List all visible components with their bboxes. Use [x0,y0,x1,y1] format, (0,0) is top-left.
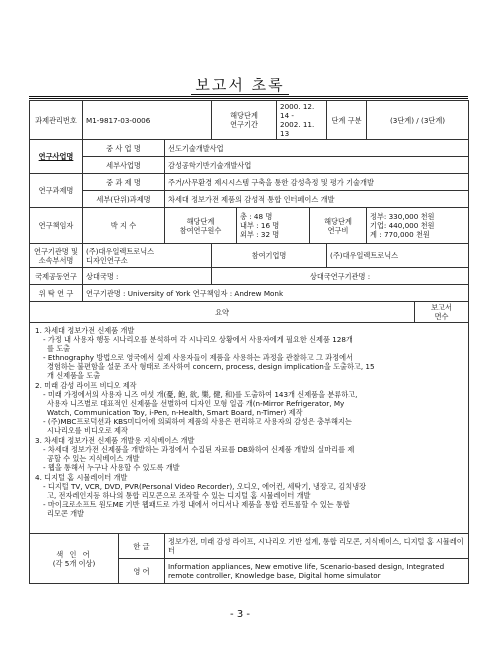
value-intl-partner: 상대국명 : [83,268,212,285]
row-main-task [30,174,469,191]
label-summary: 요약 [30,302,415,323]
summary-line: 개 신제품을 도출 [47,371,101,380]
value-cost: 정부: 330,000 천원 기업: 440,000 천원 계 : 770,000 천원 [367,208,469,244]
row-sub-program [30,157,469,174]
summary-line: Watch, Communication Toy, i-Pen, n-Health, Smart Board, n-Timer) 제작 [47,408,303,417]
summary-line: 고, 전자레인지등 하나의 통합 리모콘으로 조작할 수 있는 디지털 홈 시뮬레이터 개발 [47,491,311,500]
label-participant: 참여기업명 [212,244,327,268]
value-org: (주)대우일렉트로닉스 디자인연구소 [83,244,212,268]
summary-line: - 가정 내 사용자 행동 시나리오를 분석하여 각 시나리오 상황에서 사용자에게 필요한 신제품 128개 [43,335,353,344]
row-main-program [30,140,469,157]
summary-line: - 미래 가정에서의 사용자 니즈 여섯 개(憂, 飽, 欲, 樂, 健, 和)를 도출하여 143개 신제품을 분류하고, [43,390,358,399]
label-keywords-english: 영 어 [119,559,165,584]
summary-line: - Ethnography 방법으로 영국에서 실제 사용자들이 제품을 사용하는 과정을 관찰하고 그 과정에서 [43,353,353,362]
label-keywords: 색 인 어 (각 5개 이상) [30,534,119,584]
row-sub-task [30,191,469,208]
summary-line: 사용자 니즈별로 대표적인 신제품을 선별하여 디자인 모형 일곱 개(n-Mirror Refrigerator, My [47,399,345,408]
summary-line: 2. 미래 감성 라이프 비디오 제작 [35,381,137,390]
label-report-pages: 보고서 면수 [415,302,469,323]
summary-line: - 마이크로소프트 원도ME 기반 웹패드로 가정 내에서 어디서나 제품을 통합 컨트롤할 수 있는 통합 [43,500,350,509]
value-sub-program: 감성공학기반기술개발사업 [165,157,469,174]
value-pi: 박 지 수 [83,208,165,244]
value-stage: (3단계) / (3단계) [367,101,469,140]
label-researchers: 해당단계 참여연구원수 [165,208,237,244]
summary-line: 3. 차세대 정보가전 신제품 개발용 지식베이스 개발 [35,436,195,445]
summary-line: 를 도출 [47,344,71,353]
summary-line: 경험하는 불편함을 설문 조사 형태로 조사하여 concern, process, design implication을 도출하고, 15 [47,362,375,371]
summary-line: 리모콘 개발 [47,509,85,518]
summary-body [30,323,469,534]
summary-line: 공할 수 있는 지식베이스 개발 [47,454,140,463]
label-program-group: 연구사업명 [30,140,83,174]
value-keywords-english: Information appliances, New emotive life, Scenario-based design, Integrated remote controller, Knowledge base, Digital home simulator [165,559,469,584]
value-participant: (주)대우일렉트로닉스 [327,244,469,268]
label-main-task: 중 과 제 명 [83,174,165,191]
row-project-no [30,101,469,140]
summary-line: 4. 디지털 홈 시뮬레이터 개발 [35,473,128,482]
value-researchers: 총 : 48 명 내부 : 16 명 외부 : 32 명 [237,208,310,244]
row-summary [30,323,469,534]
label-pi: 연구책임자 [30,208,83,244]
label-sub-program: 세부사업명 [83,157,165,174]
row-keywords-korean [30,534,469,559]
value-consign: 연구기관명 : University of York 연구책임자 : Andrew Monk [83,285,469,302]
label-keywords-korean: 한 글 [119,534,165,559]
label-main-program: 중 사 업 명 [83,140,165,157]
summary-line: - (주)MBC프로덕션과 KBS미디어에 의뢰하여 제품의 사용은 편리하고 사용자의 감성은 충부해지는 [43,417,352,426]
label-stage: 단계 구분 [327,101,367,140]
summary-line: - 웹을 통해서 누구나 사용할 수 있도록 개발 [43,463,180,472]
value-keywords-korean: 정보가전, 미래 감성 라이프, 시나리오 기반 설계, 통합 리모콘, 지식베이스, 디지털 홈 시뮬레이터 [165,534,469,559]
value-period: 2000. 12. 14 - 2002. 11. 13 [277,101,327,140]
value-intl-org: 상대국연구기관명 : [212,268,469,285]
label-cost: 해당단계 연구비 [310,208,367,244]
abstract-table [29,100,469,584]
label-intl: 국제공동연구 [30,268,83,285]
title-rule [29,96,468,99]
label-consign: 위 탁 연 구 [30,285,83,302]
label-org: 연구기관명 및 소속부서명 [30,244,83,268]
summary-line: - 디지털 TV, VCR, DVD, PVR(Personal Video Recorder), 오디오, 에어컨, 세탁기, 냉장고, 김치냉장 [43,482,367,491]
value-project-no: M1-9817-03-0006 [83,101,212,140]
value-main-task: 주거/사무환경 제시시스템 구축을 통한 감성측정 및 평가 기술개발 [165,174,469,191]
label-project-no: 과제관리번호 [30,101,83,140]
label-sub-task: 세부(단위)과제명 [83,191,165,208]
value-sub-task: 차세대 정보가전 제품의 감성적 통합 인터페이스 개발 [165,191,469,208]
value-main-program: 선도기술개발사업 [165,140,469,157]
row-pi [30,208,469,244]
page-number: - 3 - [230,609,250,620]
row-org [30,244,469,268]
summary-line: - 차세대 정보가전 신제품을 개발하는 과정에서 수집된 자료를 DB화하여 신제품 개발의 실마리를 제 [43,445,355,454]
row-consign [30,285,469,302]
summary-line: 1. 차세대 정보가전 신제품 개발 [35,326,135,335]
label-period: 해당단계 연구기간 [212,101,277,140]
row-summary-header [30,302,469,323]
label-task-group: 연구과제명 [30,174,83,208]
report-title: 보고서 초록 [0,74,480,95]
summary-line: 시나리오를 비디오로 제작 [47,426,128,435]
row-intl [30,268,469,285]
